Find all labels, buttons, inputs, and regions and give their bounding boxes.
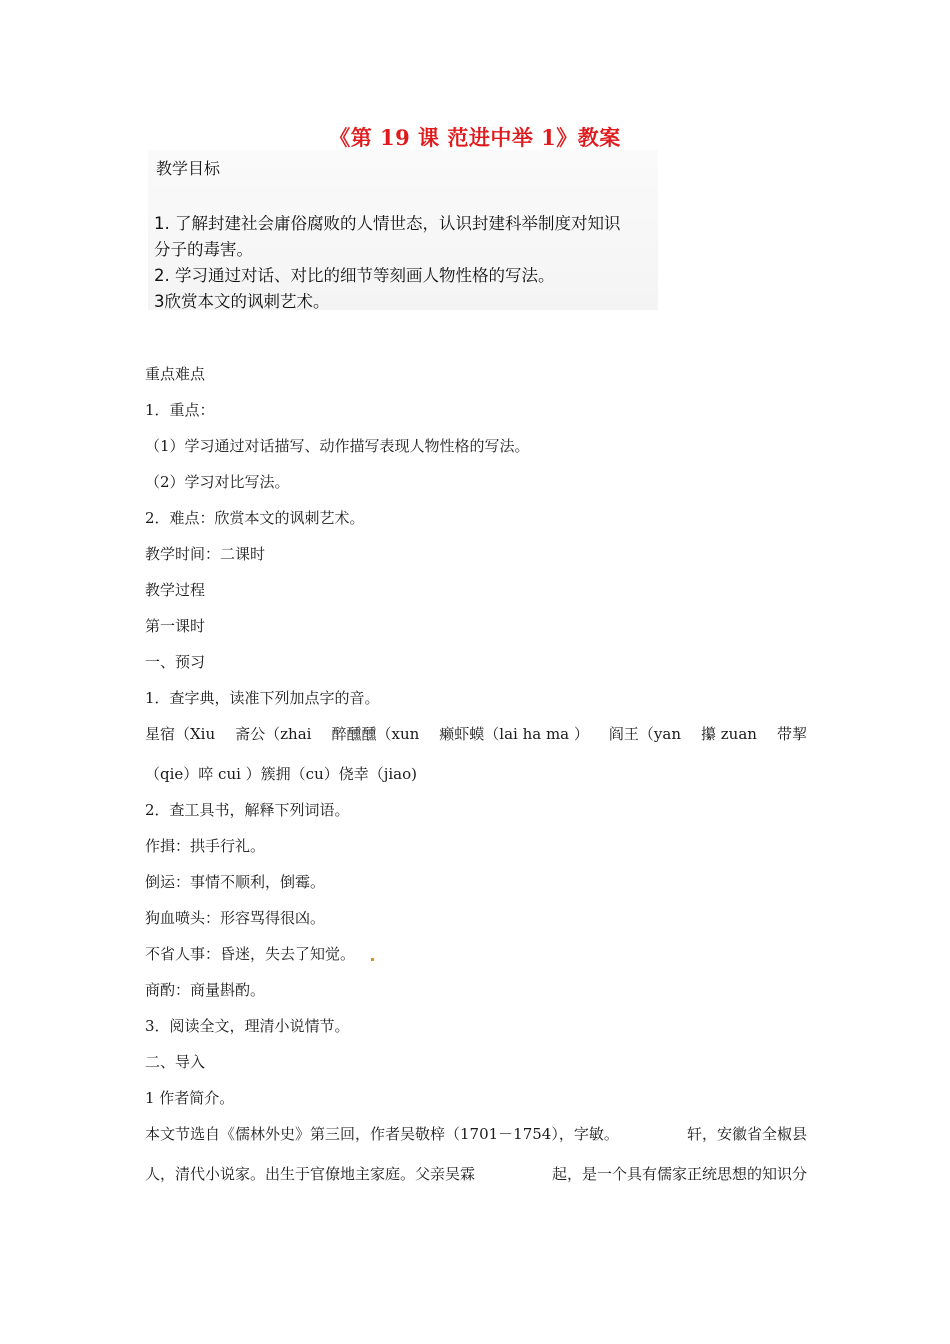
goal-item-1a: 1. 了解封建社会庸俗腐败的人情世态，认识封建科举制度对知识 — [154, 214, 621, 233]
pinyin-item: 星宿（Xiu — [145, 725, 216, 743]
document-title: 《第 19 课 范进中举 1》教案 — [329, 125, 621, 150]
term-gouxuepentou: 狗血喷头：形容骂得很凶。 — [145, 909, 326, 927]
stray-dot — [371, 958, 374, 961]
teaching-process: 教学过程 — [145, 581, 206, 599]
goal-item-1b: 分子的毒害。 — [154, 240, 253, 259]
key-point-label: 1．重点： — [145, 401, 215, 419]
pinyin-row-1 — [145, 723, 807, 744]
key-point-1: （1）学习通过对话描写、动作描写表现人物性格的写法。 — [145, 437, 530, 455]
pinyin-item: 斋公（zhai — [235, 725, 312, 743]
pinyin-row-2: （qie）啐 cui ）簇拥（cu）侥幸（jiao) — [145, 765, 418, 783]
para-segment: 本文节选自《儒林外史》第三回，作者吴敬梓（1701－1754），字敏。 — [145, 1125, 619, 1143]
reading-task: 3．阅读全文，理清小说情节。 — [145, 1017, 350, 1035]
preview-heading: 一、预习 — [145, 653, 206, 671]
term-zuoyi: 作揖：拱手行礼。 — [145, 837, 266, 855]
goal-item-2: 2. 学习通过对话、对比的细节等刻画人物性格的写法。 — [154, 266, 555, 285]
goal-item-3: 3欣赏本文的讽刺艺术。 — [154, 292, 330, 311]
term-shangzhuo: 商酌：商量斟酌。 — [145, 981, 266, 999]
para-segment: 起，是一个具有儒家正统思想的知识分 — [551, 1165, 807, 1183]
goals-heading: 教学目标 — [156, 159, 221, 178]
pinyin-item: 阎王（yan — [608, 725, 681, 743]
author-para-line-1 — [145, 1123, 807, 1144]
term-buxingrenshi — [145, 943, 374, 964]
author-para-line-2 — [145, 1163, 807, 1184]
dictionary-task: 1．查字典，读准下列加点字的音。 — [145, 689, 380, 707]
toolbook-task: 2．查工具书，解释下列词语。 — [145, 801, 350, 819]
teaching-goals-image — [148, 150, 658, 310]
intro-heading: 二、导入 — [145, 1053, 206, 1071]
para-segment: 轩，安徽省全椒县 — [686, 1125, 807, 1143]
pinyin-item: 带挈 — [776, 725, 807, 743]
term-text: 不省人事：昏迷，失去了知觉。 — [145, 945, 356, 963]
teaching-time: 教学时间：二课时 — [145, 545, 266, 563]
para-segment: 人，清代小说家。出生于官僚地主家庭。父亲吴霖 — [145, 1165, 476, 1183]
pinyin-item: 癞虾蟆（lai ha ma ） — [439, 725, 589, 743]
term-daoyun: 倒运：事情不顺利，倒霉。 — [145, 873, 326, 891]
pinyin-item: 攥 zuan — [701, 725, 757, 743]
difficulty: 2．难点：欣赏本文的讽刺艺术。 — [145, 509, 365, 527]
key-point-2: （2）学习对比写法。 — [145, 473, 290, 491]
first-lesson: 第一课时 — [145, 617, 206, 635]
section-key-points: 重点难点 — [145, 365, 206, 383]
author-intro-heading: 1 作者简介。 — [145, 1089, 235, 1107]
pinyin-item: 醉醺醺（xun — [331, 725, 420, 743]
